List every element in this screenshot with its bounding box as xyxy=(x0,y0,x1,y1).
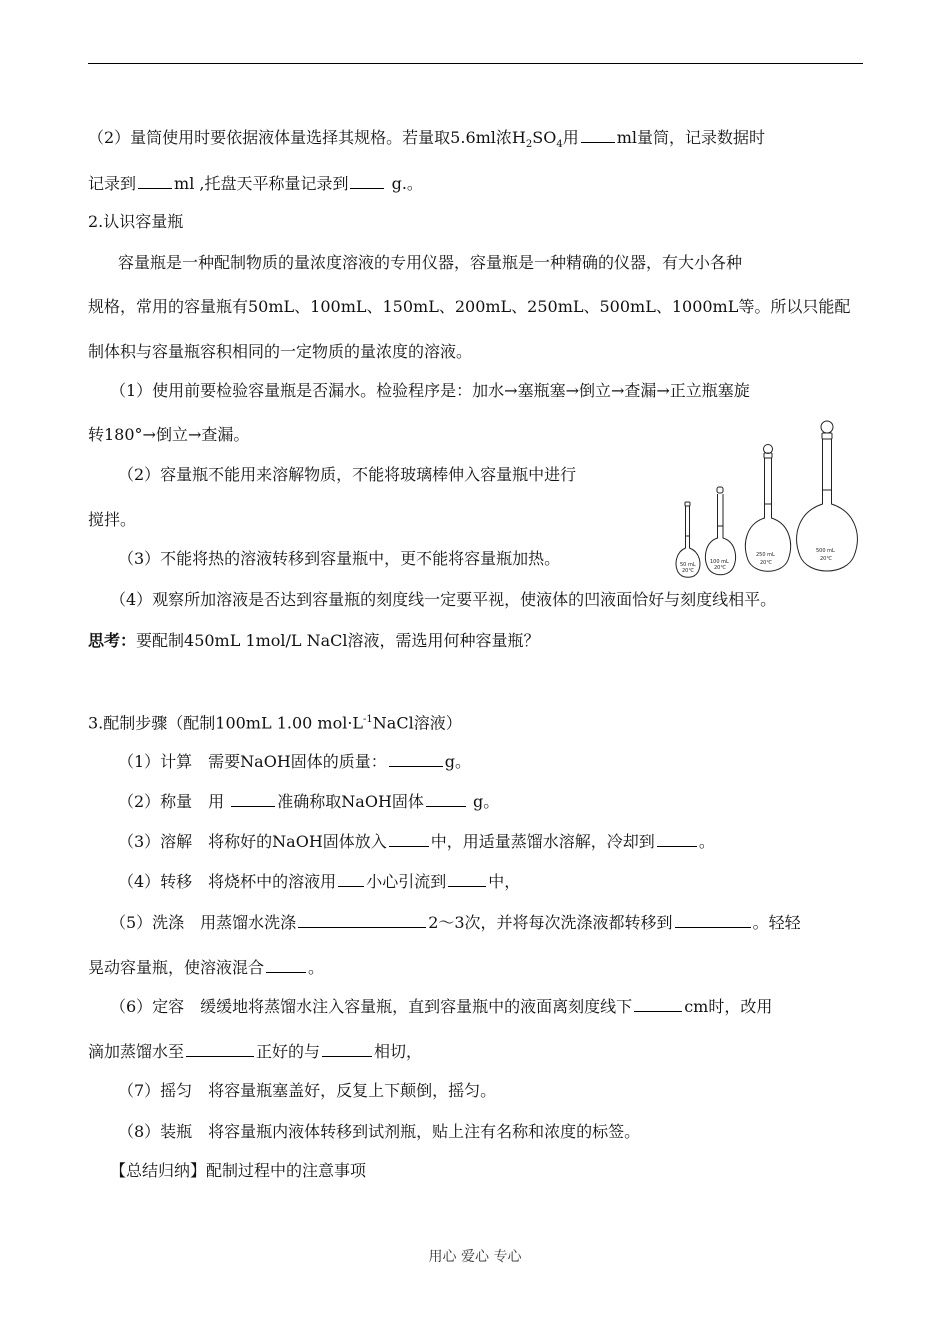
flask-50ml xyxy=(676,502,700,577)
paragraph-2-line-2: 记录到 ml ,托盘天平称量记录到 g.。 xyxy=(88,174,423,193)
step-3: （3）溶解 将称好的NaOH固体放入 中，用适量蒸馏水溶解，冷却到 。 xyxy=(118,832,715,851)
section-3-title: 3.配制步骤（配制100mL 1.00 $mol\cdot L^{-1}NaCl$溶液） xyxy=(88,713,462,733)
intro-line-3: 制体积与容量瓶容积相同的一定物质的量浓度的溶液。 xyxy=(88,342,473,361)
step-4: （4）转移 将烧杯中的溶液用 小心引流到 中， xyxy=(118,872,521,891)
paragraph-2-line-1: （2）量筒使用时要依据液体量选择其规格。若量取5.6ml浓$H_2SO_4$用 ml量筒，记录数据时 xyxy=(88,128,766,151)
flask1-temp: 20℃ xyxy=(682,568,694,574)
rule-4: （4）观察所加溶液是否达到容量瓶的刻度线一定要平视，使液体的凹液面恰好与刻度线相平。 xyxy=(110,590,777,609)
rule-3: （3）不能将热的溶液转移到容量瓶中，更不能将容量瓶加热。 xyxy=(118,549,561,568)
think-label: 思考： xyxy=(88,631,137,650)
rule-2-line-1: （2）容量瓶不能用来溶解物质，不能将玻璃棒伸入容量瓶中进行 xyxy=(118,465,577,484)
volumetric-flasks-figure xyxy=(672,418,868,584)
answer-blank[interactable] xyxy=(231,790,275,807)
rule-1-line-1: （1）使用前要检验容量瓶是否漏水。检验程序是：加水→塞瓶塞→倒立→查漏→正立瓶塞旋 xyxy=(110,381,750,400)
flask3-label: 250 mL xyxy=(756,552,775,558)
answer-blank[interactable] xyxy=(634,995,682,1012)
summary-heading: 【总结归纳】配制过程中的注意事项 xyxy=(110,1161,367,1180)
flask3-temp: 20℃ xyxy=(760,560,772,566)
answer-blank[interactable] xyxy=(138,172,172,189)
answer-blank[interactable] xyxy=(350,172,384,189)
page-footer: 用心 爱心 专心 xyxy=(428,1249,522,1265)
answer-blank[interactable] xyxy=(322,1040,372,1057)
flask2-label: 100 mL xyxy=(710,559,729,565)
rule-1-line-2: 转180°→倒立→查漏。 xyxy=(88,425,250,444)
section-2-title: 2.认识容量瓶 xyxy=(88,212,184,231)
flask-250ml xyxy=(745,445,790,572)
answer-blank[interactable] xyxy=(389,830,429,847)
header-rule xyxy=(88,63,863,64)
answer-blank[interactable] xyxy=(298,911,426,928)
step-6-line-2: 滴加蒸馏水至 正好的与 相切， xyxy=(88,1042,423,1061)
flask-500ml xyxy=(797,421,858,571)
flask4-label: 500 mL xyxy=(816,548,835,554)
flask2-temp: 20℃ xyxy=(714,565,726,571)
step-2: （2）称量 用 准确称取NaOH固体 g。 xyxy=(118,792,500,811)
step-7: （7）摇匀 将容量瓶塞盖好，反复上下颠倒，摇匀。 xyxy=(118,1081,497,1100)
flask-100ml xyxy=(705,487,735,575)
answer-blank[interactable] xyxy=(426,790,466,807)
intro-line-2: 规格，常用的容量瓶有50mL、100mL、150mL、200mL、250mL、500mL、1000mL等。所以只能配 xyxy=(88,297,851,316)
rule-2-line-2: 搅拌。 xyxy=(88,510,137,529)
flask1-label: 50 mL xyxy=(680,562,696,568)
step-6-line-1: （6）定容 缓缓地将蒸馏水注入容量瓶，直到容量瓶中的液面离刻度线下 cm时，改用 xyxy=(110,997,773,1016)
intro-line-1: 容量瓶是一种配制物质的量浓度溶液的专用仪器，容量瓶是一种精确的仪器，有大小各种 xyxy=(118,253,743,272)
flask4-temp: 20℃ xyxy=(820,556,832,562)
answer-blank[interactable] xyxy=(675,911,751,928)
answer-blank[interactable] xyxy=(338,870,364,887)
think-question: 思考：要配制450mL 1mol/L NaCl溶液，需选用何种容量瓶？ xyxy=(88,631,540,650)
step-1: （1）计算 需要NaOH固体的质量： g。 xyxy=(118,752,472,771)
step-5-line-2: 晃动容量瓶，使溶液混合 。 xyxy=(88,958,325,977)
answer-blank[interactable] xyxy=(581,126,615,143)
step-5-line-1: （5）洗涤 用蒸馏水洗涤 2～3次，并将每次洗涤液都转移到 。轻轻 xyxy=(110,913,801,932)
answer-blank[interactable] xyxy=(389,750,443,767)
answer-blank[interactable] xyxy=(186,1040,254,1057)
answer-blank[interactable] xyxy=(266,956,306,973)
step-8: （8）装瓶 将容量瓶内液体转移到试剂瓶，贴上注有名称和浓度的标签。 xyxy=(118,1122,641,1141)
answer-blank[interactable] xyxy=(448,870,486,887)
answer-blank[interactable] xyxy=(657,830,697,847)
